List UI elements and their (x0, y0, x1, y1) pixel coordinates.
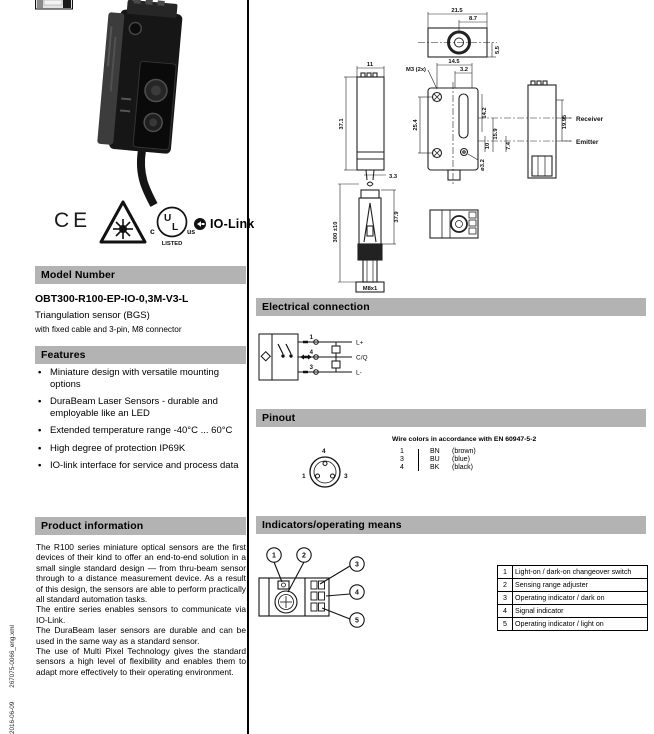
pinout-pin: 1 (400, 448, 404, 456)
wire-pin-3: 3 (309, 365, 313, 371)
dim-axis-distance: 19.95 (562, 114, 568, 130)
dim-side-offset: 3.2 (459, 67, 469, 73)
section-header-indicators (256, 516, 646, 534)
pinout-note: Wire colors in accordance with EN 60947-5-2 (392, 436, 537, 443)
electrical-header-label: Electrical connection (262, 301, 370, 313)
pinout-row (400, 448, 476, 456)
column-divider (247, 0, 249, 734)
indicators-callout-diagram (258, 540, 393, 650)
photo-cable (141, 150, 154, 205)
wire-label-lminus: L- (356, 369, 362, 377)
indicator-label: Operating indicator / light on (513, 618, 648, 631)
indicator-row (498, 566, 648, 579)
feature-item: • High degree of protection IP69K (36, 443, 246, 455)
indicator-label: Operating indicator / dark on (513, 592, 648, 605)
section-header-product-information (35, 517, 246, 535)
wire-label-lplus: L+ (356, 339, 364, 347)
dim-cable-exit: 3.3 (389, 174, 398, 180)
pinout-wire-table (400, 448, 476, 471)
product-information-text (36, 542, 246, 677)
dim-top-offset: 8.7 (468, 16, 478, 22)
pinout-pin: 4 (400, 463, 404, 471)
dim-axis-b: 15.9 (493, 128, 499, 140)
feature-item: • DuraBeam Laser Sensors - durable and employable like an LED (36, 396, 246, 419)
ul-letters-us: us (187, 229, 196, 236)
ul-listed-text: LISTED (161, 241, 183, 247)
section-header-model-number (35, 266, 246, 284)
callout-5: 5 (355, 617, 359, 625)
pinout-code: BK (430, 463, 440, 471)
product-photo (80, 0, 220, 205)
dim-front-height: 37.1 (339, 118, 345, 130)
feature-item: • Miniature design with versatile mounting options (36, 367, 246, 390)
callout-2: 2 (302, 552, 306, 560)
pinout-color: (brown) (452, 448, 476, 456)
connector-pin-right: 3 (344, 473, 348, 480)
pinout-header-label: Pinout (262, 412, 296, 424)
receiver-label: Receiver (576, 116, 604, 123)
model-type: Triangulation sensor (BGS) (35, 310, 150, 321)
feature-item: • IO-link interface for service and process data (36, 460, 246, 472)
dimension-drawing (256, 4, 654, 292)
dim-top-height: 5.5 (495, 45, 501, 55)
callout-4: 4 (355, 589, 359, 597)
pinout-row (400, 464, 476, 472)
indicator-row (498, 592, 648, 605)
dim-top-width: 21.5 (451, 8, 463, 14)
ul-listed-logo (149, 203, 195, 246)
indicator-number: 4 (498, 605, 513, 618)
indicator-number: 5 (498, 618, 513, 631)
feature-item: • Extended temperature range -40°C ... 60°C (36, 425, 246, 437)
document-code: 2016-06-09 267075-0066_eng.xml (9, 625, 16, 734)
model-header-label: Model Number (41, 269, 116, 281)
emitter-label: Emitter (576, 139, 599, 146)
model-connection: with fixed cable and 3-pin, M8 connector (35, 325, 182, 334)
pinout-code: BU (430, 456, 440, 464)
ul-letter-c: c (150, 226, 155, 236)
dim-hole-diameter: ø3.2 (480, 159, 486, 171)
indicator-row (498, 618, 648, 631)
dim-axis-d: 7.4 (506, 141, 512, 151)
info-paragraph: The R100 series miniature optical sensors are the first devices of their kind to offer an end-to-end solution in a small single standard design — from thru-beam sensor through to a distance measurement device. As a result of this design, the sensors are able to perform practically all standard automation tasks. (36, 542, 246, 605)
ul-letter-l: L (172, 222, 179, 233)
laser-warning-icon (98, 199, 148, 245)
wire-pin-4: 4 (309, 350, 313, 356)
dim-axis-c: 10 (485, 142, 491, 150)
product-info-header-label: Product information (41, 520, 144, 532)
io-link-logo (193, 217, 254, 231)
section-header-pinout (256, 409, 646, 427)
features-list (36, 367, 246, 478)
dim-cable-length: 300 ±10 (333, 221, 339, 243)
indicator-row (498, 579, 648, 592)
section-header-electrical-connection (256, 298, 646, 316)
info-paragraph: The entire series enables sensors to communicate via IO-Link. (36, 604, 246, 625)
dim-connector-length: 37.9 (394, 211, 400, 223)
io-link-icon (193, 217, 207, 231)
wire-pin-1: 1 (309, 335, 313, 341)
section-header-features (35, 346, 246, 364)
dim-front-width: 11 (366, 62, 374, 68)
connector-face-diagram (300, 444, 350, 494)
dim-side-depth: 14.5 (448, 59, 460, 65)
dim-m3: M3 (2x) (406, 67, 426, 73)
ul-letter-u: U (164, 213, 172, 224)
indicator-label: Light-on / dark-on changeover switch (513, 566, 648, 579)
product-thumbnail (35, 0, 73, 10)
indicator-number: 3 (498, 592, 513, 605)
pinout-row (400, 456, 476, 464)
pinout-pin: 3 (400, 456, 404, 464)
connector-pin-left: 1 (302, 473, 306, 480)
dim-thread: M8x1 (362, 286, 378, 292)
ce-mark-logo: CE (54, 209, 92, 232)
features-header-label: Features (41, 349, 86, 361)
dim-hole-distance: 25.4 (413, 119, 419, 131)
dim-slot-length: 14.2 (482, 107, 488, 119)
indicator-label: Signal indicator (513, 605, 648, 618)
indicators-header-label: Indicators/operating means (262, 519, 402, 531)
callout-3: 3 (355, 561, 359, 569)
info-paragraph: The use of Multi Pixel Technology gives the standard sensors a high level of flexibility and enables them to adapt more effectively to their operating environment. (36, 646, 246, 677)
indicator-number: 1 (498, 566, 513, 579)
info-paragraph: The DuraBeam laser sensors are durable and can be used in the same way as a standard sensor. (36, 625, 246, 646)
connector-pin-top: 4 (322, 448, 326, 455)
indicator-label: Sensing range adjuster (513, 579, 648, 592)
indicators-table (497, 565, 648, 631)
wire-label-cq: C/Q (356, 354, 368, 362)
indicator-number: 2 (498, 579, 513, 592)
callout-1: 1 (272, 552, 276, 560)
pinout-color: (black) (452, 463, 474, 471)
io-link-label: IO-Link (210, 217, 255, 231)
pinout-code: BN (430, 448, 440, 456)
pinout-color: (blue) (452, 456, 470, 464)
model-number: OBT300-R100-EP-IO-0,3M-V3-L (35, 293, 189, 305)
indicator-row (498, 605, 648, 618)
electrical-connection-diagram (258, 328, 388, 390)
